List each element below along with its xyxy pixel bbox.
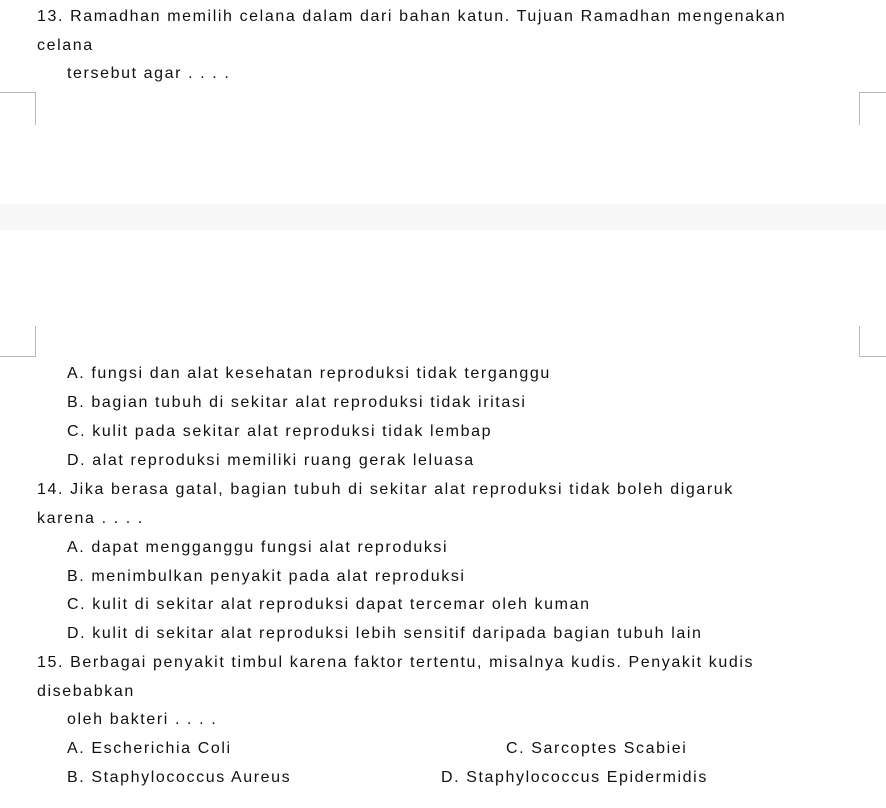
page-corner-mark-top-right: [859, 92, 886, 125]
q13-question-line-3: tersebut agar . . . .: [67, 65, 231, 82]
page-corner-mark-top-left: [0, 92, 36, 125]
q14-question-line-2: karena . . . .: [37, 510, 144, 527]
q14-option-c: C. kulit di sekitar alat reproduksi dapat tercemar oleh kuman: [67, 596, 591, 613]
q13-option-b: B. bagian tubuh di sekitar alat reproduksi tidak iritasi: [67, 394, 527, 411]
page-break-gap: [0, 204, 886, 230]
q15-option-d: D. Staphylococcus Epidermidis: [441, 769, 708, 786]
q14-question-line-1: 14. Jika berasa gatal, bagian tubuh di sekitar alat reproduksi tidak boleh digaruk: [37, 481, 734, 498]
q14-option-b: B. menimbulkan penyakit pada alat reproduksi: [67, 568, 466, 585]
page-corner-mark-bottom-right: [859, 326, 886, 357]
q15-option-b: B. Staphylococcus Aureus: [67, 769, 292, 786]
q15-question-line-2: disebabkan: [37, 683, 135, 700]
q15-option-a: A. Escherichia Coli: [67, 740, 232, 757]
q13-option-d: D. alat reproduksi memiliki ruang gerak leluasa: [67, 452, 475, 469]
q13-question-line-2: celana: [37, 37, 94, 54]
q14-option-a: A. dapat mengganggu fungsi alat reproduksi: [67, 539, 449, 556]
q15-question-line-3: oleh bakteri . . . .: [67, 711, 218, 728]
q14-option-d: D. kulit di sekitar alat reproduksi lebih sensitif daripada bagian tubuh lain: [67, 625, 703, 642]
q13-question-line-1: 13. Ramadhan memilih celana dalam dari bahan katun. Tujuan Ramadhan mengenakan: [37, 8, 787, 25]
q15-question-line-1: 15. Berbagai penyakit timbul karena faktor tertentu, misalnya kudis. Penyakit kudis: [37, 654, 755, 671]
q13-option-a: A. fungsi dan alat kesehatan reproduksi tidak terganggu: [67, 365, 551, 382]
q15-option-c: C. Sarcoptes Scabiei: [506, 740, 688, 757]
page-corner-mark-bottom-left: [0, 326, 36, 357]
q13-option-c: C. kulit pada sekitar alat reproduksi tidak lembap: [67, 423, 493, 440]
